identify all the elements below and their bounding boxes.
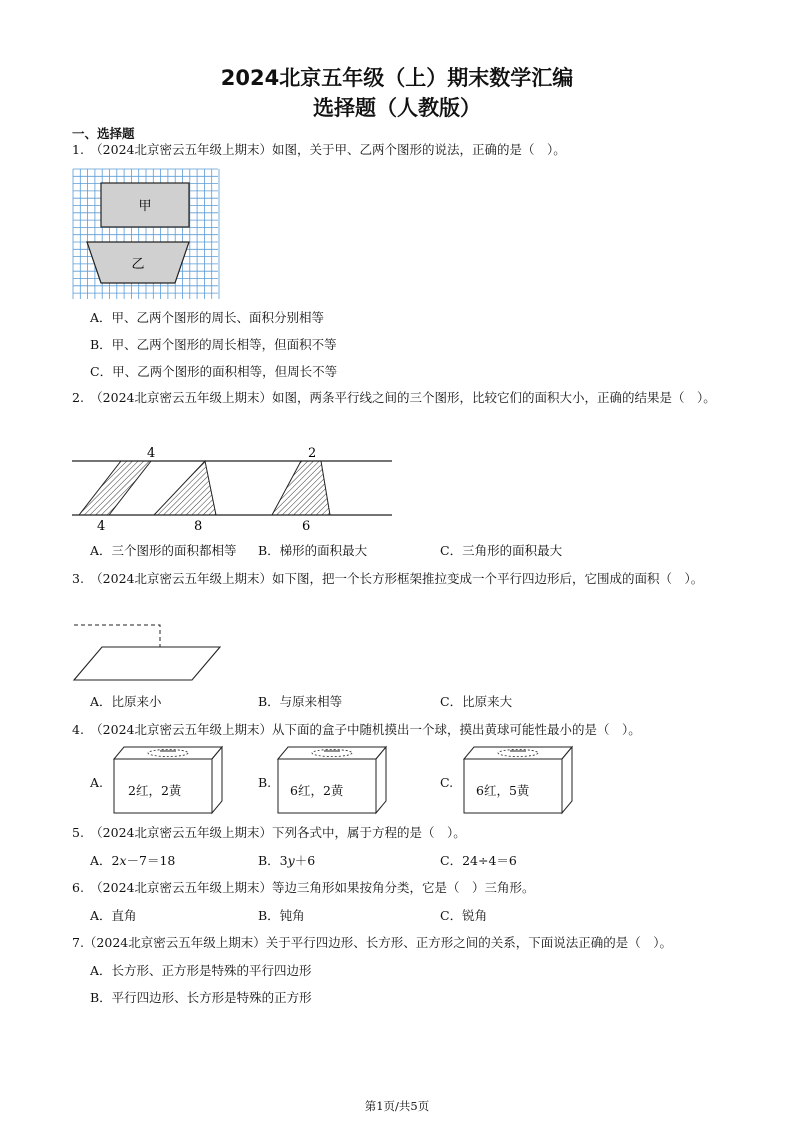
question-2-figure xyxy=(72,442,394,534)
question-1-figure xyxy=(72,168,220,300)
q3-option-c[interactable]: C．比原来大 xyxy=(440,694,513,709)
q2-option-b[interactable]: B．梯形的面积最大 xyxy=(258,543,368,558)
label-bottom-4: 4 xyxy=(97,519,106,534)
label-yi: 乙 xyxy=(131,257,145,272)
page-title: 2024北京五年级（上）期末数学汇编 xyxy=(220,66,574,90)
box-b-label: 6红，2黄 xyxy=(290,783,344,798)
box-b-figure xyxy=(274,745,389,815)
box-c-label: 6红，5黄 xyxy=(476,783,530,798)
q4-option-c[interactable]: C. xyxy=(440,775,454,790)
q6-option-c[interactable]: C．锐角 xyxy=(440,908,488,923)
box-a-figure xyxy=(110,745,225,815)
q1-option-c[interactable]: C．甲、乙两个图形的面积相等，但周长不等 xyxy=(90,364,338,379)
q3-option-a[interactable]: A．比原来小 xyxy=(90,694,162,709)
question-4-text: 4. （2024北京密云五年级上期末）从下面的盒子中随机摸出一个球，摸出黄球可能性最小的是（ ）。 xyxy=(72,722,641,737)
box-c-figure xyxy=(460,745,575,815)
box-a-label: 2红，2黄 xyxy=(128,783,182,798)
question-7-text: 7.（2024北京密云五年级上期末）关于平行四边形、长方形、正方形之间的关系，下面说法正确的是（ ）。 xyxy=(72,935,672,950)
q4-option-b[interactable]: B. xyxy=(258,775,272,790)
parallelogram-shape xyxy=(79,461,151,515)
q5-option-b[interactable]: B．3𝑦＋6 xyxy=(258,853,316,868)
q6-option-b[interactable]: B．钝角 xyxy=(258,908,305,923)
q1-option-b[interactable]: B．甲、乙两个图形的周长相等，但面积不等 xyxy=(90,337,337,352)
section-heading: 一、选择题 xyxy=(72,126,135,141)
question-3-figure xyxy=(72,622,224,684)
question-1-text: 1. （2024北京密云五年级上期末）如图，关于甲、乙两个图形的说法，正确的是（ ）。 xyxy=(72,142,566,157)
question-3-text: 3. （2024北京密云五年级上期末）如下图，把一个长方形框架推拉变成一个平行四边形后，它围成的面积（ ）。 xyxy=(72,571,704,586)
q2-option-a[interactable]: A．三个图形的面积都相等 xyxy=(90,543,237,558)
label-jia: 甲 xyxy=(138,199,152,214)
label-top-2: 2 xyxy=(308,446,317,461)
page-footer: 第1页/共5页 xyxy=(364,1099,430,1113)
q6-option-a[interactable]: A．直角 xyxy=(90,908,137,923)
q1-option-a[interactable]: A．甲、乙两个图形的周长、面积分别相等 xyxy=(90,310,325,325)
question-5-text: 5. （2024北京密云五年级上期末）下列各式中，属于方程的是（ ）。 xyxy=(72,825,466,840)
pushed-parallelogram xyxy=(74,647,220,680)
label-top-4: 4 xyxy=(147,446,156,461)
q2-option-c[interactable]: C．三角形的面积最大 xyxy=(440,543,563,558)
label-bottom-6: 6 xyxy=(302,519,311,534)
question-6-text: 6. （2024北京密云五年级上期末）等边三角形如果按角分类，它是（ ）三角形。 xyxy=(72,880,535,895)
q4-option-a[interactable]: A. xyxy=(90,775,104,790)
trapezoid-shape xyxy=(272,461,330,515)
question-2-text: 2. （2024北京密云五年级上期末）如图，两条平行线之间的三个图形，比较它们的面积大小，正确的结果是（ ）。 xyxy=(72,390,716,405)
page-subtitle: 选择题（人教版） xyxy=(313,96,481,120)
label-bottom-8: 8 xyxy=(194,519,203,534)
triangle-shape xyxy=(154,461,216,515)
original-rectangle-dashed xyxy=(74,625,160,647)
q5-option-a[interactable]: A．2𝑥－7＝18 xyxy=(90,853,176,868)
q5-option-c[interactable]: C．24÷4＝6 xyxy=(440,853,517,868)
q7-option-b[interactable]: B．平行四边形、长方形是特殊的正方形 xyxy=(90,990,312,1005)
q7-option-a[interactable]: A．长方形、正方形是特殊的平行四边形 xyxy=(90,963,312,978)
q3-option-b[interactable]: B．与原来相等 xyxy=(258,694,343,709)
